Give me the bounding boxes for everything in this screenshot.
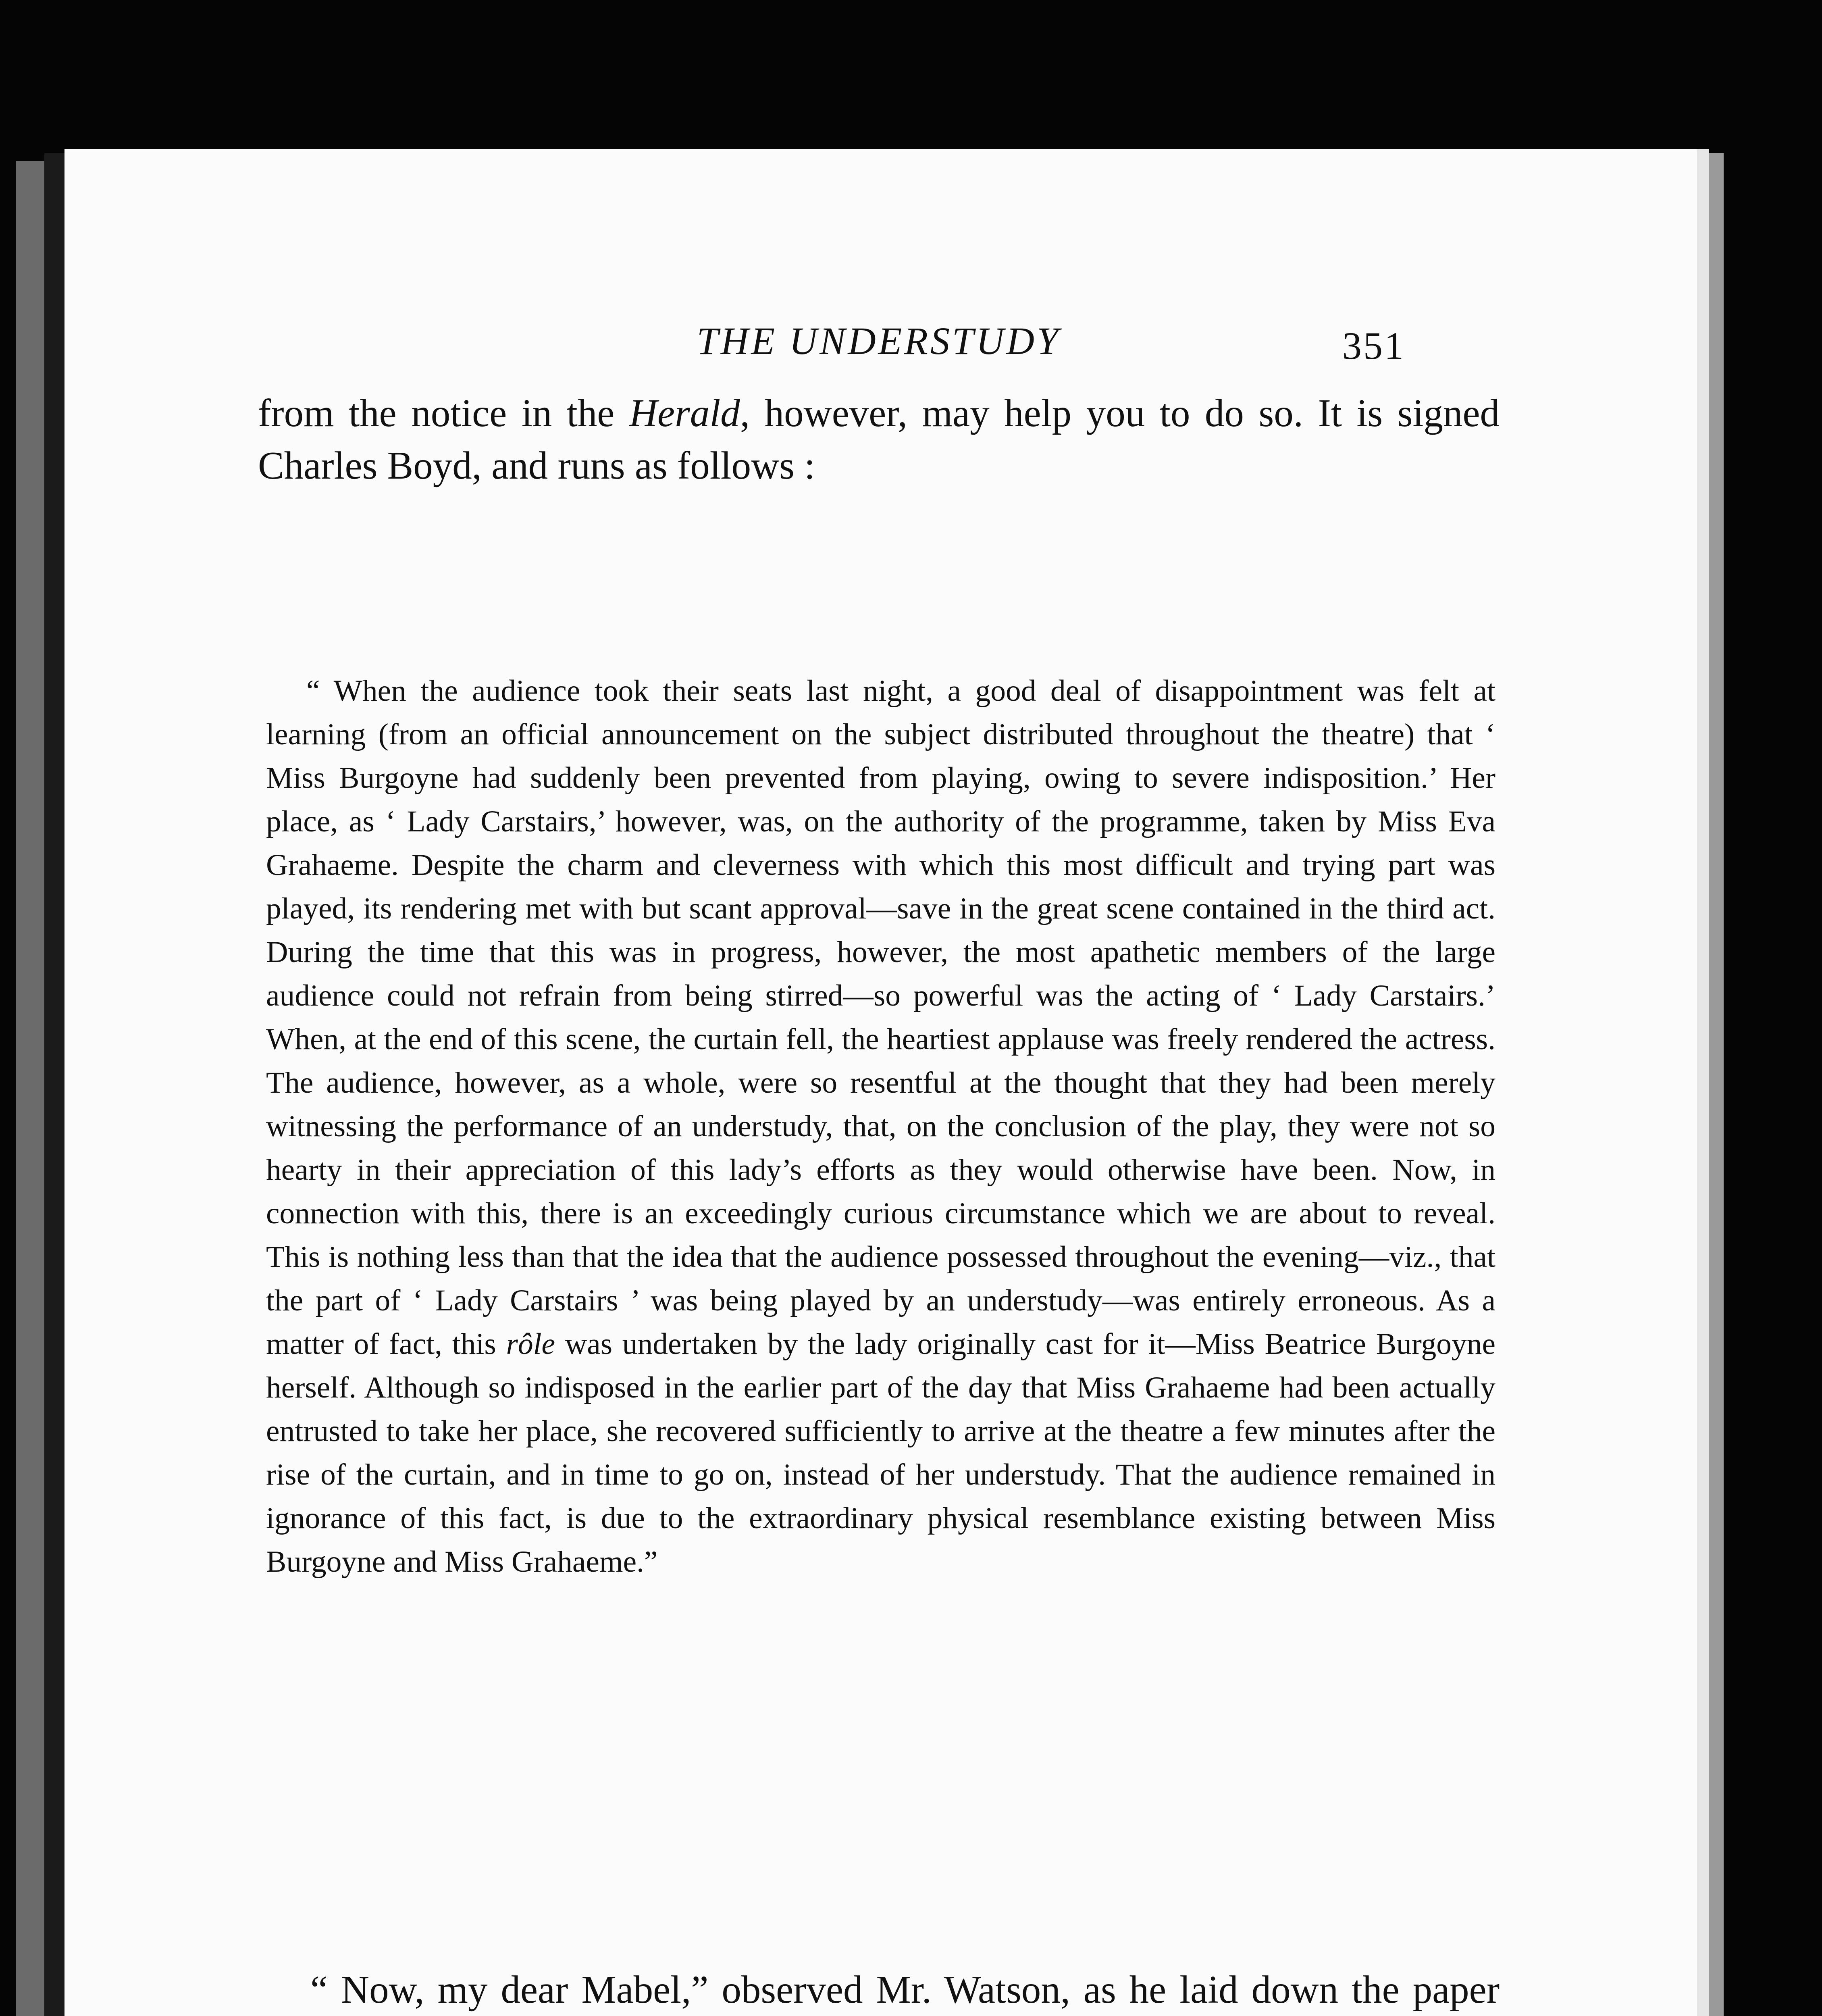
quote-text-part2: was undertaken by the lady originally cast for it—Miss Beatrice Burgoyne herself. Although so indisposed in the earlier part of the day that Miss Grahaeme had been actually entrusted to take her place, she recovered sufficiently to arrive at the theatre a few minutes after the rise of the curtain, and in time to go on, instead of her understudy. That the audience remained in ignorance of this fact, is due to the extraordinary physical resemblance existing between Miss Burgoyne and Miss Grahaeme.”	[266, 1327, 1495, 1579]
book-spine-edge	[16, 161, 44, 2016]
quoted-newspaper-notice	[266, 669, 1495, 1584]
book-gutter-shadow	[44, 153, 64, 2016]
quote-italic-word: rôle	[506, 1327, 555, 1361]
page-number: 351	[1342, 324, 1405, 367]
running-title: THE UNDERSTUDY	[697, 319, 1061, 362]
book-page	[64, 149, 1709, 2016]
page-edge-shadow	[1709, 153, 1724, 2016]
closing-paragraph: “ Now, my dear Mabel,” observed Mr. Watson, as he laid down the paper	[310, 1968, 1500, 2011]
intro-paragraph	[258, 387, 1500, 492]
intro-italic-word: Herald	[629, 392, 740, 435]
intro-text-before: from the notice in the	[258, 392, 629, 435]
quote-text-part1: “ When the audience took their seats last night, a good deal of disappointment was felt at learning (from an official announcement on the subject distributed throughout the theatre) that ‘ Miss Burgoyne had suddenly been prevented from playing, owing to severe indisposition.’ Her place, as ‘ Lady Carstairs,’ however, was, on the authority of the programme, taken by Miss Eva Grahaeme. Despite the charm and cleverness with which this most difficult and trying part was played, its rendering met with but scant approval—save in the great scene contained in the third act. During the time that this was in progress, however, the most apathetic members of the large audience could not refrain from being stirred—so powerful was the acting of ‘ Lady Carstairs.’ When, at the end of this scene, the curtain fell, the heartiest applause was freely rendered the actress. The audience, however, as a whole, were so resentful at the thought that they had been merely witnessing the performance of an understudy, that, on the conclusion of the play, they were not so hearty in their appreciation of this lady’s efforts as they would otherwise have been. Now, in connection with this, there is an exceedingly curious circumstance which we are about to reveal. This is nothing less than that the idea that the audience possessed throughout the evening—viz., that the part of ‘ Lady Carstairs ’ was being played by an understudy—was entirely erroneous. As a matter of fact, this	[266, 674, 1495, 1361]
intro-text-after: , however, may help you to do so. It is signed Charles Boyd, and runs as follows :	[258, 392, 1500, 487]
